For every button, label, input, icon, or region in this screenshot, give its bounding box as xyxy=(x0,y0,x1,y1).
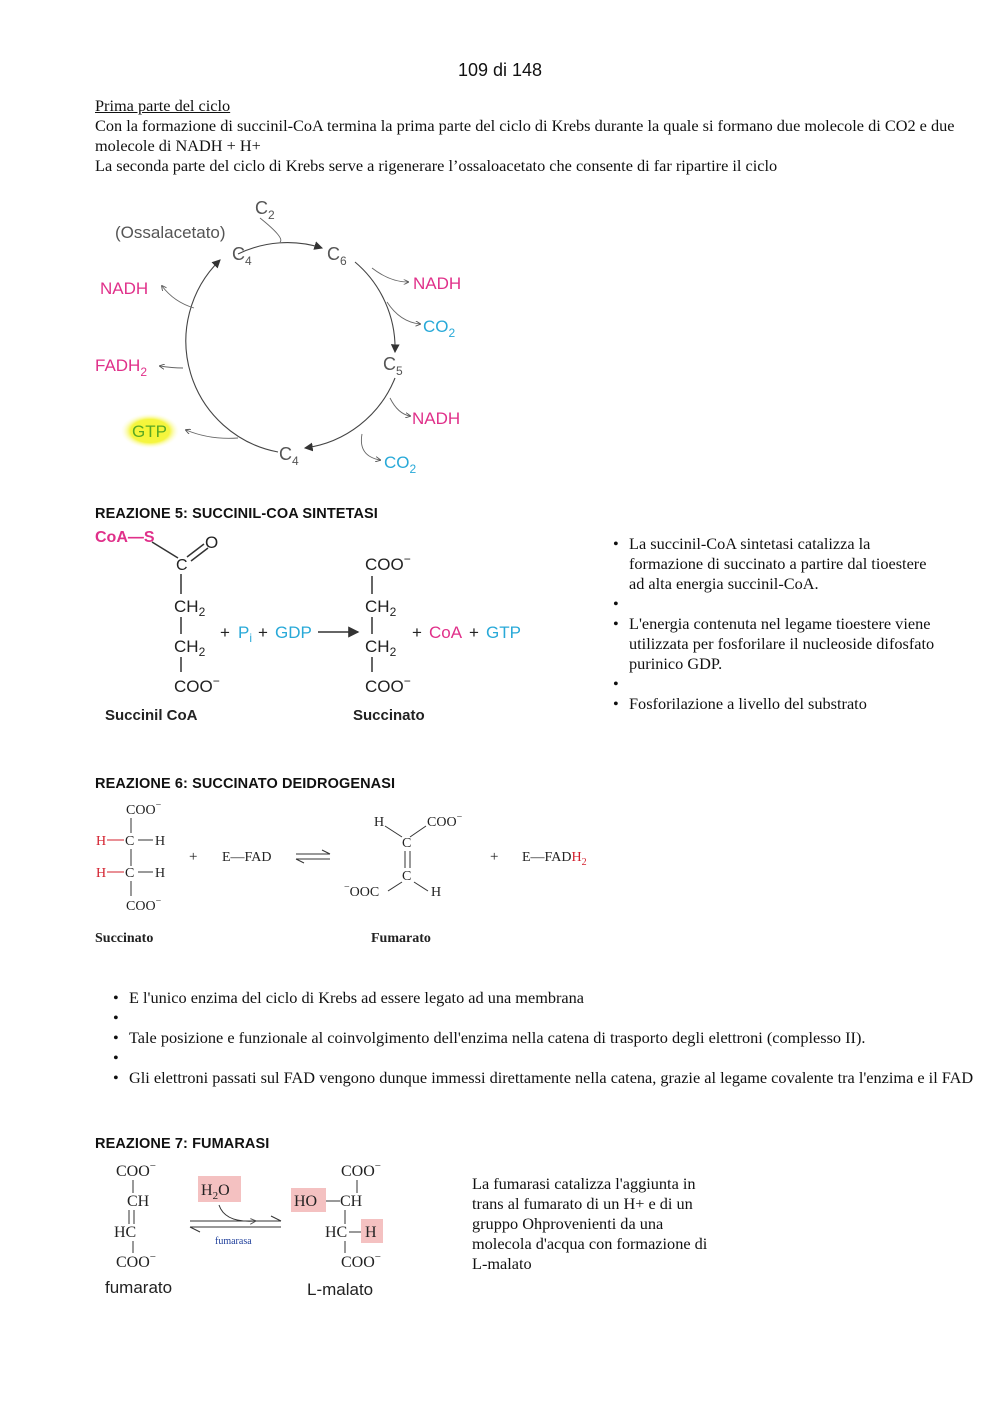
ch2-1-right: $CH_2$ xyxy=(365,597,397,619)
plus-4: + xyxy=(469,623,479,642)
succinyl-coa-name: Succinil CoA xyxy=(105,707,198,724)
intro-section xyxy=(95,96,965,176)
cycle-arc-bottom xyxy=(305,378,395,448)
nadh-label-left: NADH xyxy=(100,279,149,298)
gdp-label: GDP xyxy=(275,623,312,642)
spacer xyxy=(113,1048,983,1068)
reaction7-heading: REAZIONE 7: FUMARASI xyxy=(95,1136,270,1152)
ch2-1-left: $CH_2$ xyxy=(174,597,206,619)
plus-r6-1: + xyxy=(189,849,198,865)
cycle-arc-right xyxy=(355,262,395,352)
coo-left: COO− xyxy=(174,674,220,696)
mal-coo-top: COO− xyxy=(341,1160,381,1180)
fum-c2: C xyxy=(402,869,412,884)
coa-product-label: CoA xyxy=(429,623,463,642)
nadh-arrow-2 xyxy=(390,398,410,416)
fum-ooc-bottom: −OOC xyxy=(344,882,380,900)
fum-h-bottom: H xyxy=(431,885,442,900)
coa-s-label: CoA—S xyxy=(95,529,155,546)
page-number: 109 di 148 xyxy=(457,60,543,80)
pi-label: $P_i$ xyxy=(238,623,253,645)
oxygen-label: O xyxy=(205,533,219,552)
ch2-2-left: $CH_2$ xyxy=(174,637,206,659)
fum7-ch: CH xyxy=(127,1193,150,1210)
s-c-bond xyxy=(152,542,178,558)
reaction5-bullet-1: • La succinil-CoA sintetasi catalizza la formazione di succinato a partire dal tioestere ad alta energia succinil-CoA. xyxy=(613,534,943,594)
ch2-2-right: $CH_2$ xyxy=(365,637,397,659)
fadh2-arrow-left xyxy=(160,366,183,368)
succ-coo-top: COO− xyxy=(126,800,162,818)
succ-h-red-1: H xyxy=(96,834,107,849)
intro-paragraph-2: La seconda parte del ciclo di Krebs serve a rigenerare l’ossaloacetato che consente di far ripartire il ciclo xyxy=(95,156,778,175)
coo-top-right: COO− xyxy=(365,552,411,574)
oxaloacetate-label: (Ossalacetato) xyxy=(115,223,226,242)
reaction5-bullets xyxy=(613,534,943,714)
fum-coo-top: COO− xyxy=(427,812,463,830)
fum7-coo-bottom: COO− xyxy=(116,1251,156,1271)
c4-top-label: $C_4$ xyxy=(232,244,252,268)
succ-h-1: H xyxy=(155,834,166,849)
spacer xyxy=(613,674,943,694)
mal-ho: HO xyxy=(294,1193,318,1210)
reaction5-bullet-2: • L'energia contenuta nel legame tioestere viene utilizzata per fosforilare il nucleoside difosfato purinico GDP. xyxy=(613,614,943,674)
water-arrow xyxy=(219,1205,255,1221)
l-malato-name: L-malato xyxy=(307,1280,374,1299)
reaction6-bullet-3: • Gli elettroni passati sul FAD vengono dunque immessi direttamente nella catena, grazie al legame covalente tra l'enzima e il FAD xyxy=(113,1068,983,1088)
reaction6-heading: REAZIONE 6: SUCCINATO DEIDROGENASI xyxy=(95,776,396,792)
nadh-arrow-left xyxy=(162,286,194,308)
h2o-label: $H_2O$ xyxy=(201,1182,230,1202)
nadh-label-right-1: NADH xyxy=(413,274,462,293)
plus-r6-2: + xyxy=(490,849,499,865)
reaction5-bullet-3: • Fosforilazione a livello del substrato xyxy=(613,694,943,714)
intro-paragraph-1: Con la formazione di succinil-CoA termina la prima parte del ciclo di Krebs durante la quale si formano due molecole di CO2 e due molecole di NADH + H+ xyxy=(95,116,955,155)
fumarasa-enzyme-label: fumarasa xyxy=(215,1236,252,1247)
c2-label: $C_2$ xyxy=(255,198,275,222)
mal-coo-bottom: COO− xyxy=(341,1251,381,1271)
reaction7-description: La fumarasi catalizza l'aggiunta in trans al fumarato di un H+ e di un gruppo Ohprovenienti da una molecola d'acqua con formazione di L-malato xyxy=(472,1174,708,1273)
succ-coo-bottom: COO− xyxy=(126,896,162,914)
fumarato-7-name: fumarato xyxy=(105,1278,173,1297)
coo-bottom-right: COO− xyxy=(365,674,411,696)
co2-label-right-1: $CO_2$ xyxy=(423,317,456,340)
fum-h-top: H xyxy=(374,815,385,830)
reaction6-diagram xyxy=(92,796,612,951)
c6-label: $C_6$ xyxy=(327,244,347,268)
succinato-name: Succinato xyxy=(95,931,154,946)
plus-1: + xyxy=(220,623,230,642)
mal-hc: HC xyxy=(325,1224,348,1241)
succinate-name: Succinato xyxy=(353,707,425,724)
e-fadh2-label: $E—FADH_2$ xyxy=(522,850,587,868)
nadh-arrow-1 xyxy=(372,268,408,282)
spacer xyxy=(613,594,943,614)
succ-c2: C xyxy=(125,866,135,881)
reaction7-diagram xyxy=(95,1155,405,1305)
intro-title: Prima parte del ciclo xyxy=(95,96,231,115)
mal-h: H xyxy=(365,1224,377,1241)
cycle-arc-top xyxy=(238,243,322,254)
succ-c1: C xyxy=(125,834,135,849)
fumarato-name: Fumarato xyxy=(371,931,431,946)
fadh2-label-left: $FADH_2$ xyxy=(95,356,148,379)
succ-h-red-2: H xyxy=(96,866,107,881)
c4-bottom-label: $C_4$ xyxy=(279,444,299,468)
reaction5-heading: REAZIONE 5: SUCCINIL-COA SINTETASI xyxy=(95,506,378,522)
nadh-label-right-2: NADH xyxy=(412,409,461,428)
reaction6-bullets xyxy=(113,988,983,1088)
mal-ch: CH xyxy=(340,1193,363,1210)
krebs-cycle-diagram xyxy=(90,190,490,480)
fum7-hc: HC xyxy=(114,1224,137,1241)
c5-label: $C_5$ xyxy=(383,354,403,378)
reaction6-bullet-2: • Tale posizione e funzionale al coinvolgimento dell'enzima nella catena di trasporto degli elettroni (complesso II). xyxy=(113,1028,983,1048)
gtp-label-left: GTP xyxy=(132,422,167,441)
co2-label-right-2: $CO_2$ xyxy=(384,453,417,476)
fum7-coo-top: COO− xyxy=(116,1160,156,1180)
e-fad-label: E—FAD xyxy=(222,850,272,865)
spacer xyxy=(113,1008,983,1028)
plus-2: + xyxy=(258,623,268,642)
reaction5-diagram xyxy=(92,522,532,732)
co2-arrow-2 xyxy=(361,434,380,460)
fum-c1: C xyxy=(402,836,412,851)
reaction6-bullet-1: • E l'unico enzima del ciclo di Krebs ad essere legato ad una membrana xyxy=(113,988,983,1008)
succ-h-2: H xyxy=(155,866,166,881)
carbonyl-c: C xyxy=(176,557,188,574)
plus-3: + xyxy=(412,623,422,642)
gtp-product-label: GTP xyxy=(486,623,521,642)
cycle-arc-left xyxy=(186,260,278,452)
